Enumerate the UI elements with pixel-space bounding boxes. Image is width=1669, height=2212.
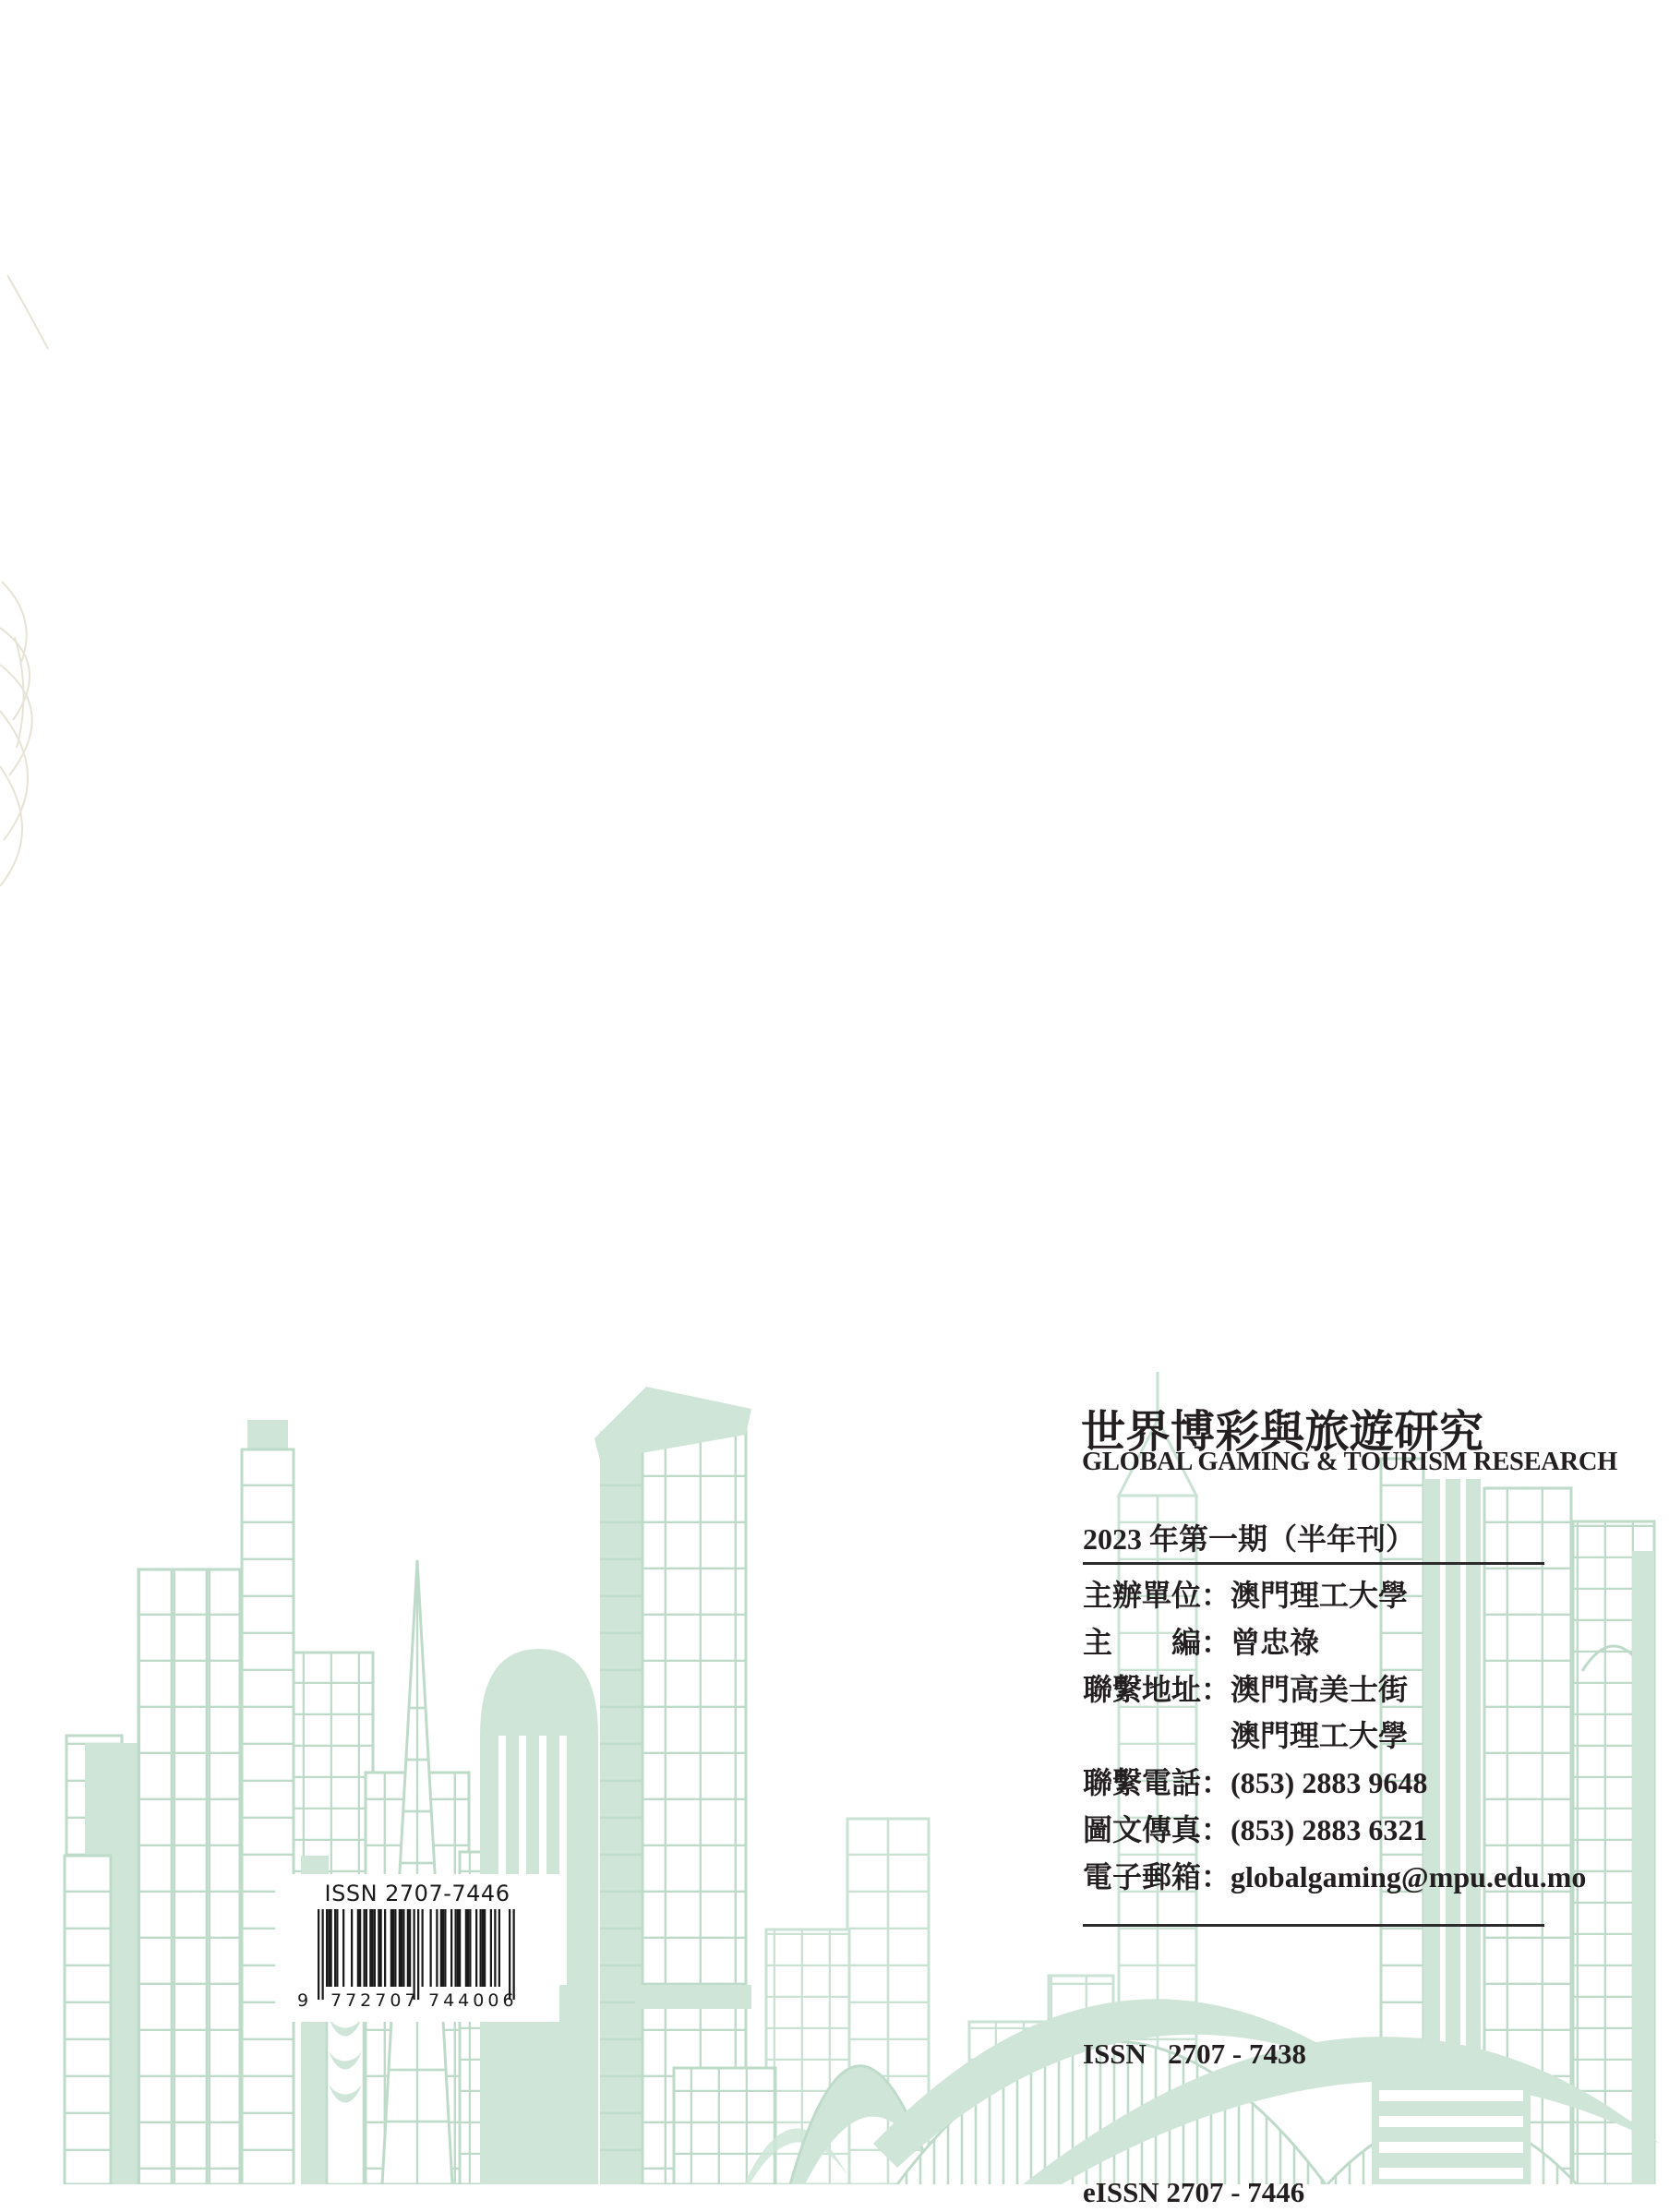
info-row-email: [1083, 1854, 1586, 1901]
info-value: (853) 2883 9648: [1231, 1766, 1428, 1800]
info-value: 澳門理工大學: [1231, 1579, 1409, 1612]
info-colon: ：: [1201, 1859, 1231, 1893]
issue-line: 2023 年第一期（半年刊）: [1083, 1522, 1416, 1556]
issn-barcode: [275, 1874, 559, 2022]
info-value: 曾忠祿: [1231, 1625, 1320, 1659]
info-label: 主辦單位: [1083, 1579, 1202, 1612]
info-label: 電子郵箱: [1083, 1859, 1202, 1893]
info-colon: [1201, 1713, 1225, 1760]
divider-rule-top: [1083, 1562, 1544, 1565]
info-colon: ：: [1201, 1812, 1231, 1846]
info-label: [1083, 1713, 1201, 1760]
barcode-digit-lead: 9: [297, 1990, 313, 2011]
divider-rule-bottom: [1083, 1924, 1544, 1927]
info-label: 圖文傳真: [1083, 1812, 1202, 1846]
info-row-address: [1083, 1666, 1586, 1713]
info-value: 澳門高美士街: [1231, 1672, 1409, 1706]
info-label: 聯繫電話: [1083, 1766, 1202, 1800]
barcode-digits: [275, 1990, 559, 2014]
info-colon: ：: [1201, 1766, 1231, 1800]
issn-online: eISSN 2707 - 7446: [1083, 2176, 1305, 2208]
email-value: globalgaming@mpu.edu.mo: [1231, 1859, 1587, 1893]
info-row-fax: [1083, 1807, 1586, 1854]
journal-title-english: GLOBAL GAMING & TOURISM RESEARCH: [1082, 1448, 1618, 1476]
info-value: 澳門理工大學: [1231, 1719, 1409, 1753]
journal-title-chinese: 世界博彩與旅遊研究: [1081, 1408, 1484, 1457]
info-row-address-line2: [1083, 1713, 1586, 1760]
info-colon: ：: [1201, 1625, 1231, 1659]
barcode-digit-group2: 744006: [428, 1990, 518, 2011]
publication-info: [1083, 1572, 1586, 1901]
info-row-phone: [1083, 1760, 1586, 1807]
info-value: (853) 2883 6321: [1231, 1812, 1428, 1846]
barcode-issn-label: ISSN 2707-7446: [324, 1881, 510, 1906]
issn-print: ISSN 2707 - 7438: [1083, 2038, 1307, 2070]
info-colon: ：: [1201, 1579, 1231, 1612]
info-label: 主 編: [1083, 1625, 1202, 1659]
info-colon: ：: [1201, 1672, 1231, 1706]
left-edge-sketch-decoration: [0, 231, 65, 896]
issn-block: [1083, 1939, 1306, 2212]
barcode-digit-group1: 772707: [330, 1990, 420, 2011]
info-label: 聯繫地址: [1083, 1672, 1202, 1706]
barcode-bars: [318, 1909, 517, 2002]
info-row-publisher: [1083, 1572, 1586, 1619]
info-row-chief-editor: [1083, 1619, 1586, 1666]
